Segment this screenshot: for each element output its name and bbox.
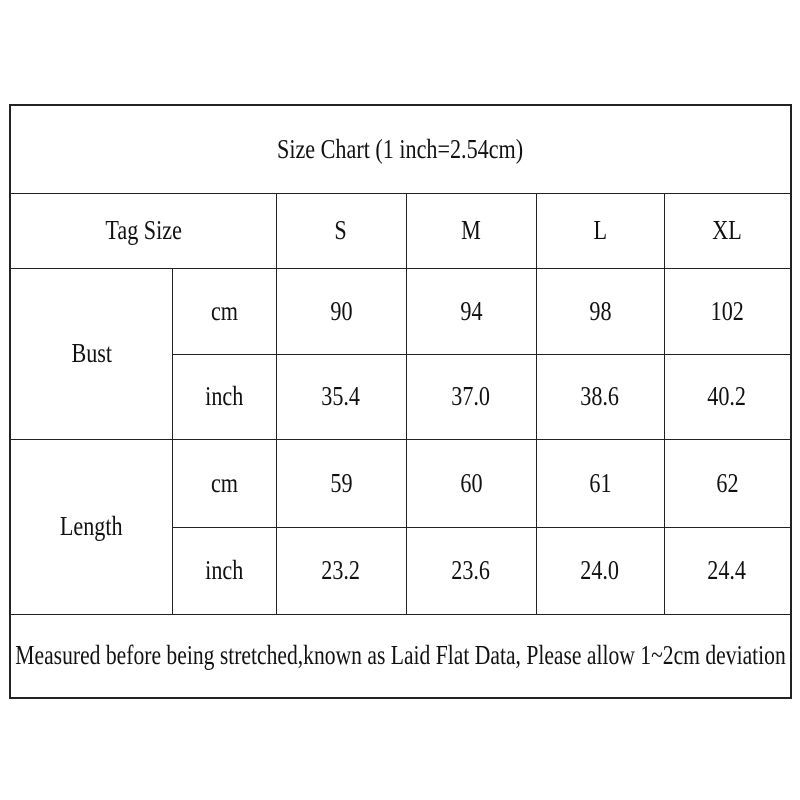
- length-label: [11, 439, 172, 614]
- size-header-xl: [664, 193, 790, 268]
- value-cell: [406, 527, 536, 614]
- tag-size-label: Tag Size: [105, 215, 182, 245]
- value-cell: [664, 439, 790, 527]
- value: 38.6: [580, 381, 620, 411]
- value-cell: [406, 268, 536, 354]
- value-cell: [536, 439, 664, 527]
- value: 37.0: [451, 381, 491, 411]
- tag-size-header: [11, 193, 276, 268]
- value: 90: [329, 295, 353, 326]
- value: 60: [459, 467, 483, 498]
- size-label: L: [593, 215, 607, 245]
- unit-label: inch: [204, 555, 244, 585]
- value-cell: [276, 354, 406, 439]
- chart-title: [11, 106, 790, 193]
- unit-label: inch: [204, 381, 244, 411]
- unit-label: cm: [210, 467, 238, 498]
- bust-label: [11, 268, 172, 439]
- value: 23.2: [321, 555, 361, 585]
- unit-cell: [172, 268, 276, 354]
- value-cell: [664, 527, 790, 614]
- value-cell: [406, 439, 536, 527]
- size-header-l: [536, 193, 664, 268]
- size-header-s: [276, 193, 406, 268]
- value: 35.4: [321, 381, 361, 411]
- unit-cell: [172, 439, 276, 527]
- value: 40.2: [707, 381, 747, 411]
- size-chart-table: [9, 104, 792, 699]
- unit-label: cm: [210, 295, 238, 326]
- value-cell: [664, 268, 790, 354]
- value: 24.4: [707, 555, 747, 585]
- value: 59: [329, 467, 353, 498]
- value: 23.6: [451, 555, 491, 585]
- value: 102: [710, 295, 744, 326]
- measurement-note: [11, 614, 790, 697]
- size-label: XL: [712, 215, 742, 245]
- row-group-label: Bust: [71, 338, 112, 368]
- value-cell: [276, 268, 406, 354]
- value: 62: [715, 467, 739, 498]
- value-cell: [276, 439, 406, 527]
- value-cell: [664, 354, 790, 439]
- value-cell: [536, 527, 664, 614]
- value-cell: [536, 354, 664, 439]
- value: 94: [459, 295, 483, 326]
- unit-cell: [172, 354, 276, 439]
- value-cell: [406, 354, 536, 439]
- value: 61: [588, 467, 612, 498]
- size-label: S: [334, 215, 348, 245]
- row-group-label: Length: [60, 511, 123, 541]
- size-header-m: [406, 193, 536, 268]
- value: 98: [588, 295, 612, 326]
- chart-title-text: Size Chart (1 inch=2.54cm): [277, 134, 524, 164]
- measurement-note-text: Measured before being stretched,known as Laid Flat Data, Please allow 1~2cm deviation: [15, 640, 786, 670]
- size-label: M: [461, 215, 481, 245]
- value-cell: [276, 527, 406, 614]
- unit-cell: [172, 527, 276, 614]
- value: 24.0: [580, 555, 620, 585]
- value-cell: [536, 268, 664, 354]
